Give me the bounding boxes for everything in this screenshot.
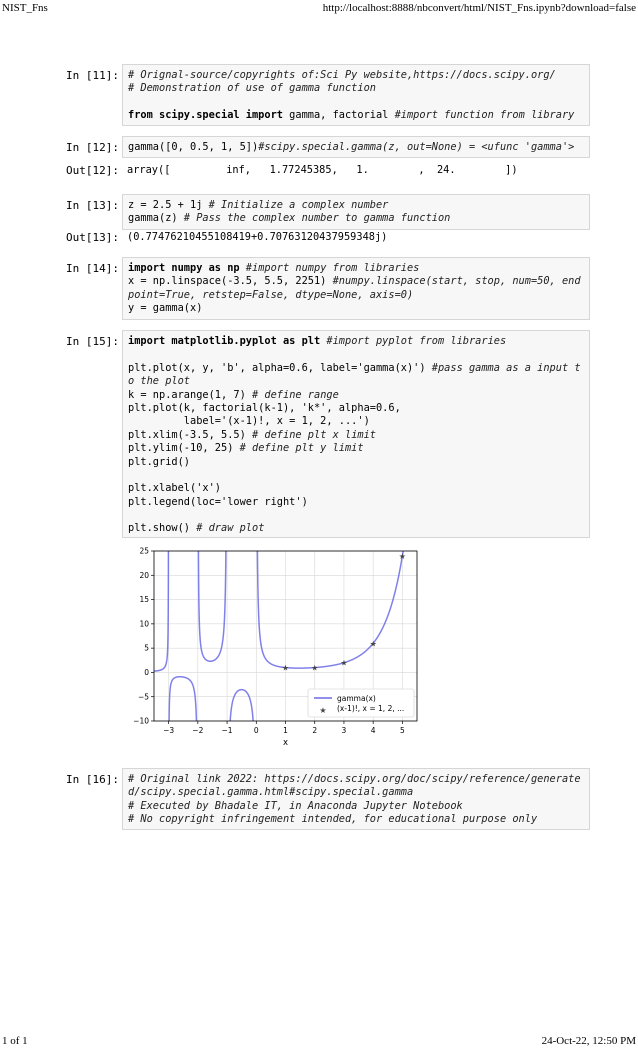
- output-prompt: Out[13]:: [66, 231, 119, 244]
- code-line: point=True, retstep=False, dtype=None, axis=0): [128, 288, 414, 301]
- y-tick-label: 10: [139, 619, 149, 629]
- y-tick-label: −5: [137, 692, 149, 702]
- output-text: (0.77476210455108419+0.70763120437959348j): [127, 231, 388, 243]
- code-line: import matplotlib.pyplot as plt #import pyplot from libraries: [128, 335, 507, 347]
- factorial-point: ★: [369, 639, 377, 649]
- factorial-point: ★: [311, 663, 319, 673]
- code-input[interactable]: [122, 64, 590, 126]
- y-tick-label: 0: [144, 668, 149, 678]
- gamma-curve-segment: [169, 677, 198, 753]
- code-line: y = gamma(x): [128, 302, 203, 315]
- code-line: label='(x-1)!, x = 1, 2, ...'): [128, 415, 370, 428]
- code-line: # No copyright infringement intended, for educational purpose only: [128, 813, 538, 826]
- output-prompt: Out[12]:: [66, 164, 119, 177]
- input-prompt: In [11]:: [66, 69, 119, 82]
- x-tick-label: 0: [253, 726, 259, 735]
- code-line: gamma([0, 0.5, 1, 5])#scipy.special.gamma(z, out=None) = <ufunc 'gamma'>: [128, 141, 575, 153]
- code-input[interactable]: [122, 257, 590, 320]
- code-line: plt.ylim(-10, 25) # define plt y limit: [128, 442, 364, 455]
- x-tick-label: 1: [283, 726, 288, 735]
- code-line: # Executed by Bhadale IT, in Anaconda Jupyter Notebook: [128, 799, 463, 812]
- code-line: [128, 96, 584, 109]
- gamma-curve-segment: [154, 543, 169, 671]
- y-tick-label: 25: [139, 546, 149, 556]
- cell-output: [122, 231, 590, 244]
- code-line: # Original link 2022: https://docs.scipy.org/doc/scipy/reference/generate: [128, 773, 581, 785]
- legend-factorial-swatch: ★: [319, 706, 327, 715]
- y-tick-label: 15: [139, 595, 149, 605]
- gamma-curve-segment: [256, 543, 417, 668]
- code-line: plt.xlabel('x'): [128, 482, 221, 495]
- code-line: gamma(z) # Pass the complex number to gamma function: [128, 212, 451, 225]
- code-line: x = np.linspace(-3.5, 5.5, 2251) #numpy.linspace(start, stop, num=50, end: [128, 275, 581, 288]
- code-line: import numpy as np #import numpy from libraries: [128, 262, 420, 274]
- gamma-curve-segment: [198, 543, 227, 661]
- code-line: plt.xlim(-3.5, 5.5) # define plt x limit: [128, 428, 376, 441]
- code-line: [128, 509, 584, 522]
- code-input[interactable]: [122, 194, 590, 230]
- code-line: z = 2.5 + 1j # Initialize a complex number: [128, 199, 389, 211]
- factorial-point: ★: [398, 551, 406, 561]
- input-prompt: In [12]:: [66, 141, 119, 154]
- y-tick-label: 5: [144, 643, 149, 653]
- code-line: plt.show() # draw plot: [128, 522, 265, 535]
- input-prompt: In [13]:: [66, 199, 119, 212]
- x-tick-label: −2: [192, 726, 204, 735]
- code-input[interactable]: [122, 330, 590, 538]
- code-line: plt.legend(loc='lower right'): [128, 495, 308, 508]
- gamma-plot: [124, 543, 424, 753]
- factorial-point: ★: [340, 658, 348, 668]
- code-line: plt.plot(k, factorial(k-1), 'k*', alpha=0.6,: [128, 401, 401, 414]
- x-tick-label: 4: [370, 726, 376, 735]
- code-line: [128, 469, 584, 482]
- page-footer-pages: 1 of 1: [2, 1035, 28, 1047]
- code-line: # Orignal-source/copyrights of:Sci Py website,https://docs.scipy.org/: [128, 69, 556, 81]
- code-line: k = np.arange(1, 7) # define range: [128, 388, 339, 401]
- code-line: from scipy.special import gamma, factorial #import function from library: [128, 109, 575, 122]
- input-prompt: In [16]:: [66, 773, 119, 786]
- code-line: plt.plot(x, y, 'b', alpha=0.6, label='gamma(x)') #pass gamma as a input t: [128, 361, 581, 374]
- page-footer-date: 24-Oct-22, 12:50 PM: [541, 1035, 636, 1047]
- output-text: array([ inf, 1.77245385, 1. , 24. ]): [127, 164, 518, 176]
- y-tick-label: −10: [133, 716, 149, 726]
- x-tick-label: −3: [163, 726, 175, 735]
- code-input[interactable]: [122, 768, 590, 830]
- page-header-url: http://localhost:8888/nbconvert/html/NIST_Fns.ipynb?download=false: [322, 2, 636, 14]
- input-prompt: In [14]:: [66, 262, 119, 275]
- code-line: # Demonstration of use of gamma function: [128, 82, 376, 95]
- input-prompt: In [15]:: [66, 335, 119, 348]
- code-line: [128, 348, 584, 361]
- x-tick-label: −1: [221, 726, 233, 735]
- x-tick-label: 3: [341, 726, 347, 735]
- page-header-title: NIST_Fns: [2, 2, 48, 14]
- y-tick-label: 20: [139, 570, 149, 580]
- legend-gamma-label: gamma(x): [337, 694, 376, 703]
- cell-output: [122, 164, 590, 177]
- code-line: plt.grid(): [128, 455, 190, 468]
- code-line: o the plot: [128, 375, 190, 388]
- legend-factorial-label: (x-1)!, x = 1, 2, ...: [337, 704, 405, 713]
- x-tick-label: 5: [399, 726, 405, 735]
- x-tick-label: 2: [312, 726, 318, 735]
- code-input[interactable]: [122, 136, 590, 158]
- chart-legend: [308, 689, 414, 717]
- x-axis-label: x: [282, 738, 289, 748]
- code-line: d/scipy.special.gamma.html#scipy.special.gamma: [128, 786, 414, 799]
- factorial-point: ★: [281, 663, 290, 673]
